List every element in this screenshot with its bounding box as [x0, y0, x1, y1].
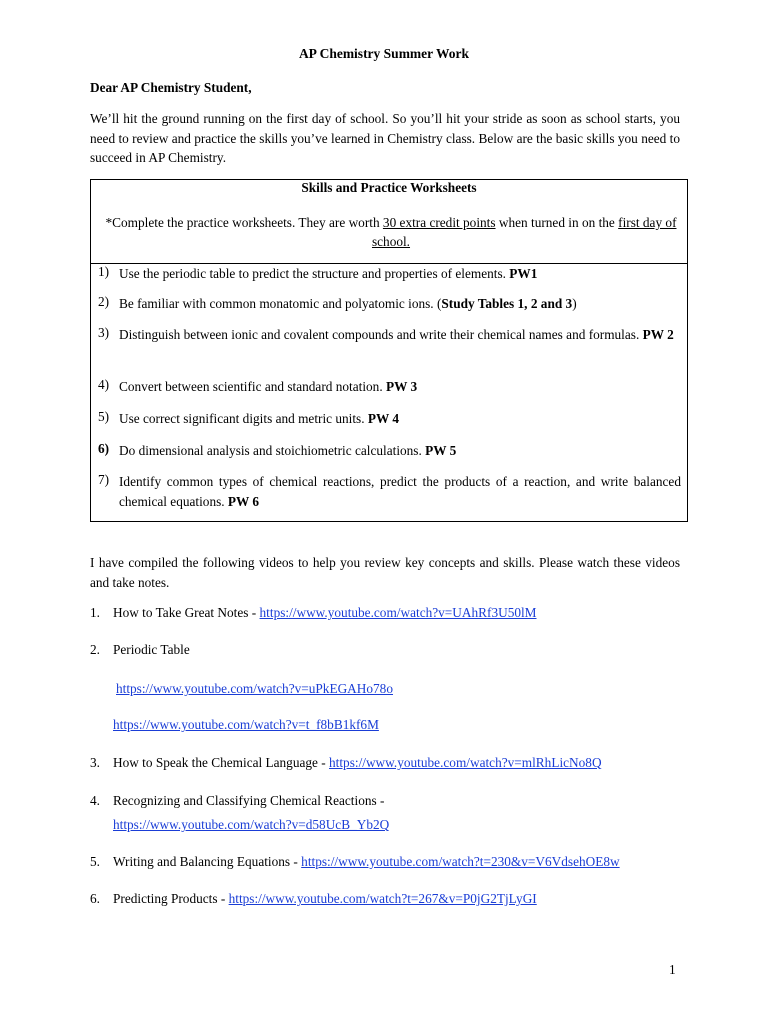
skills-box-header [91, 180, 687, 264]
video-number: 2. [90, 642, 100, 657]
skill-text: Use the periodic table to predict the structure and properties of elements. PW1 [119, 266, 538, 281]
greeting: Dear AP Chemistry Student, [90, 80, 252, 95]
video-label: Periodic Table [113, 642, 190, 657]
skill-number: 7) [98, 472, 110, 487]
extra-credit-text: 30 extra credit points [382, 215, 496, 230]
skills-box-title: Skills and Practice Worksheets [301, 180, 477, 195]
video-number: 6. [90, 891, 100, 906]
skills-box [90, 179, 688, 522]
skill-text: Convert between scientific and standard notation. PW 3 [119, 379, 418, 394]
page-number: 1 [669, 962, 676, 977]
skill-number: 2) [98, 294, 110, 309]
video-number: 4. [90, 793, 100, 808]
video-link[interactable]: https://www.youtube.com/watch?v=mlRhLicNo8Q [329, 755, 602, 770]
skill-number: 5) [98, 409, 110, 424]
video-number: 1. [90, 605, 100, 620]
skill-text: Distinguish between ionic and covalent compounds and write their chemical names and formulas. PW 2 [119, 327, 674, 342]
video-link[interactable]: https://www.youtube.com/watch?t=230&v=V6VdsehOE8w [301, 854, 620, 869]
video-number: 3. [90, 755, 100, 770]
intro-paragraph: We’ll hit the ground running on the first day of school. So you’ll hit your stride as soon as school starts, you need to review and practice the skills you’ve learned in Chemistry class. Below are the basic skills you need to succeed in AP Chemistry. [90, 111, 680, 165]
skill-text: Use correct significant digits and metric units. PW 4 [119, 411, 400, 426]
skill-number: 1) [98, 264, 110, 279]
video-link-row [116, 678, 393, 700]
skill-text: Be familiar with common monatomic and polyatomic ions. (Study Tables 1, 2 and 3) [119, 296, 577, 311]
skill-text: Identify common types of chemical reactions, predict the products of a reaction, and write balanced chemical equations. PW 6 [119, 474, 681, 509]
video-number: 5. [90, 854, 100, 869]
video-link[interactable]: https://www.youtube.com/watch?t=267&v=P0jG2TjLyGI [228, 891, 537, 906]
video-label: Recognizing and Classifying Chemical Reactions - [113, 793, 385, 808]
skill-number: 4) [98, 377, 110, 392]
video-label: Writing and Balancing Equations - [113, 854, 302, 869]
note-text: *Complete the practice worksheets. They are worth [105, 215, 383, 230]
video-label: How to Take Great Notes - [113, 605, 260, 620]
skill-text: Do dimensional analysis and stoichiometric calculations. PW 5 [119, 443, 457, 458]
video-label: Predicting Products - [113, 891, 229, 906]
skills-box-note [101, 213, 681, 251]
videos-intro-paragraph: I have compiled the following videos to help you review key concepts and skills. Please watch these videos and take notes. [90, 555, 680, 590]
video-link[interactable]: https://www.youtube.com/watch?v=uPkEGAHo78o [116, 681, 393, 696]
video-label: How to Speak the Chemical Language - [113, 755, 330, 770]
video-link-row [113, 714, 379, 736]
video-link-row [113, 814, 389, 836]
note-text-mid: when turned in on the [495, 215, 619, 230]
video-link[interactable]: https://www.youtube.com/watch?v=d58UcB_Yb2Q [113, 817, 390, 832]
document-title: AP Chemistry Summer Work [298, 46, 470, 61]
skill-number: 3) [98, 325, 110, 340]
skill-number: 6) [98, 441, 110, 456]
first-day-text: first day of school. [371, 215, 677, 249]
video-link[interactable]: https://www.youtube.com/watch?v=t_f8bB1kf6M [113, 717, 379, 732]
video-link[interactable]: https://www.youtube.com/watch?v=UAhRf3U50lM [259, 605, 537, 620]
